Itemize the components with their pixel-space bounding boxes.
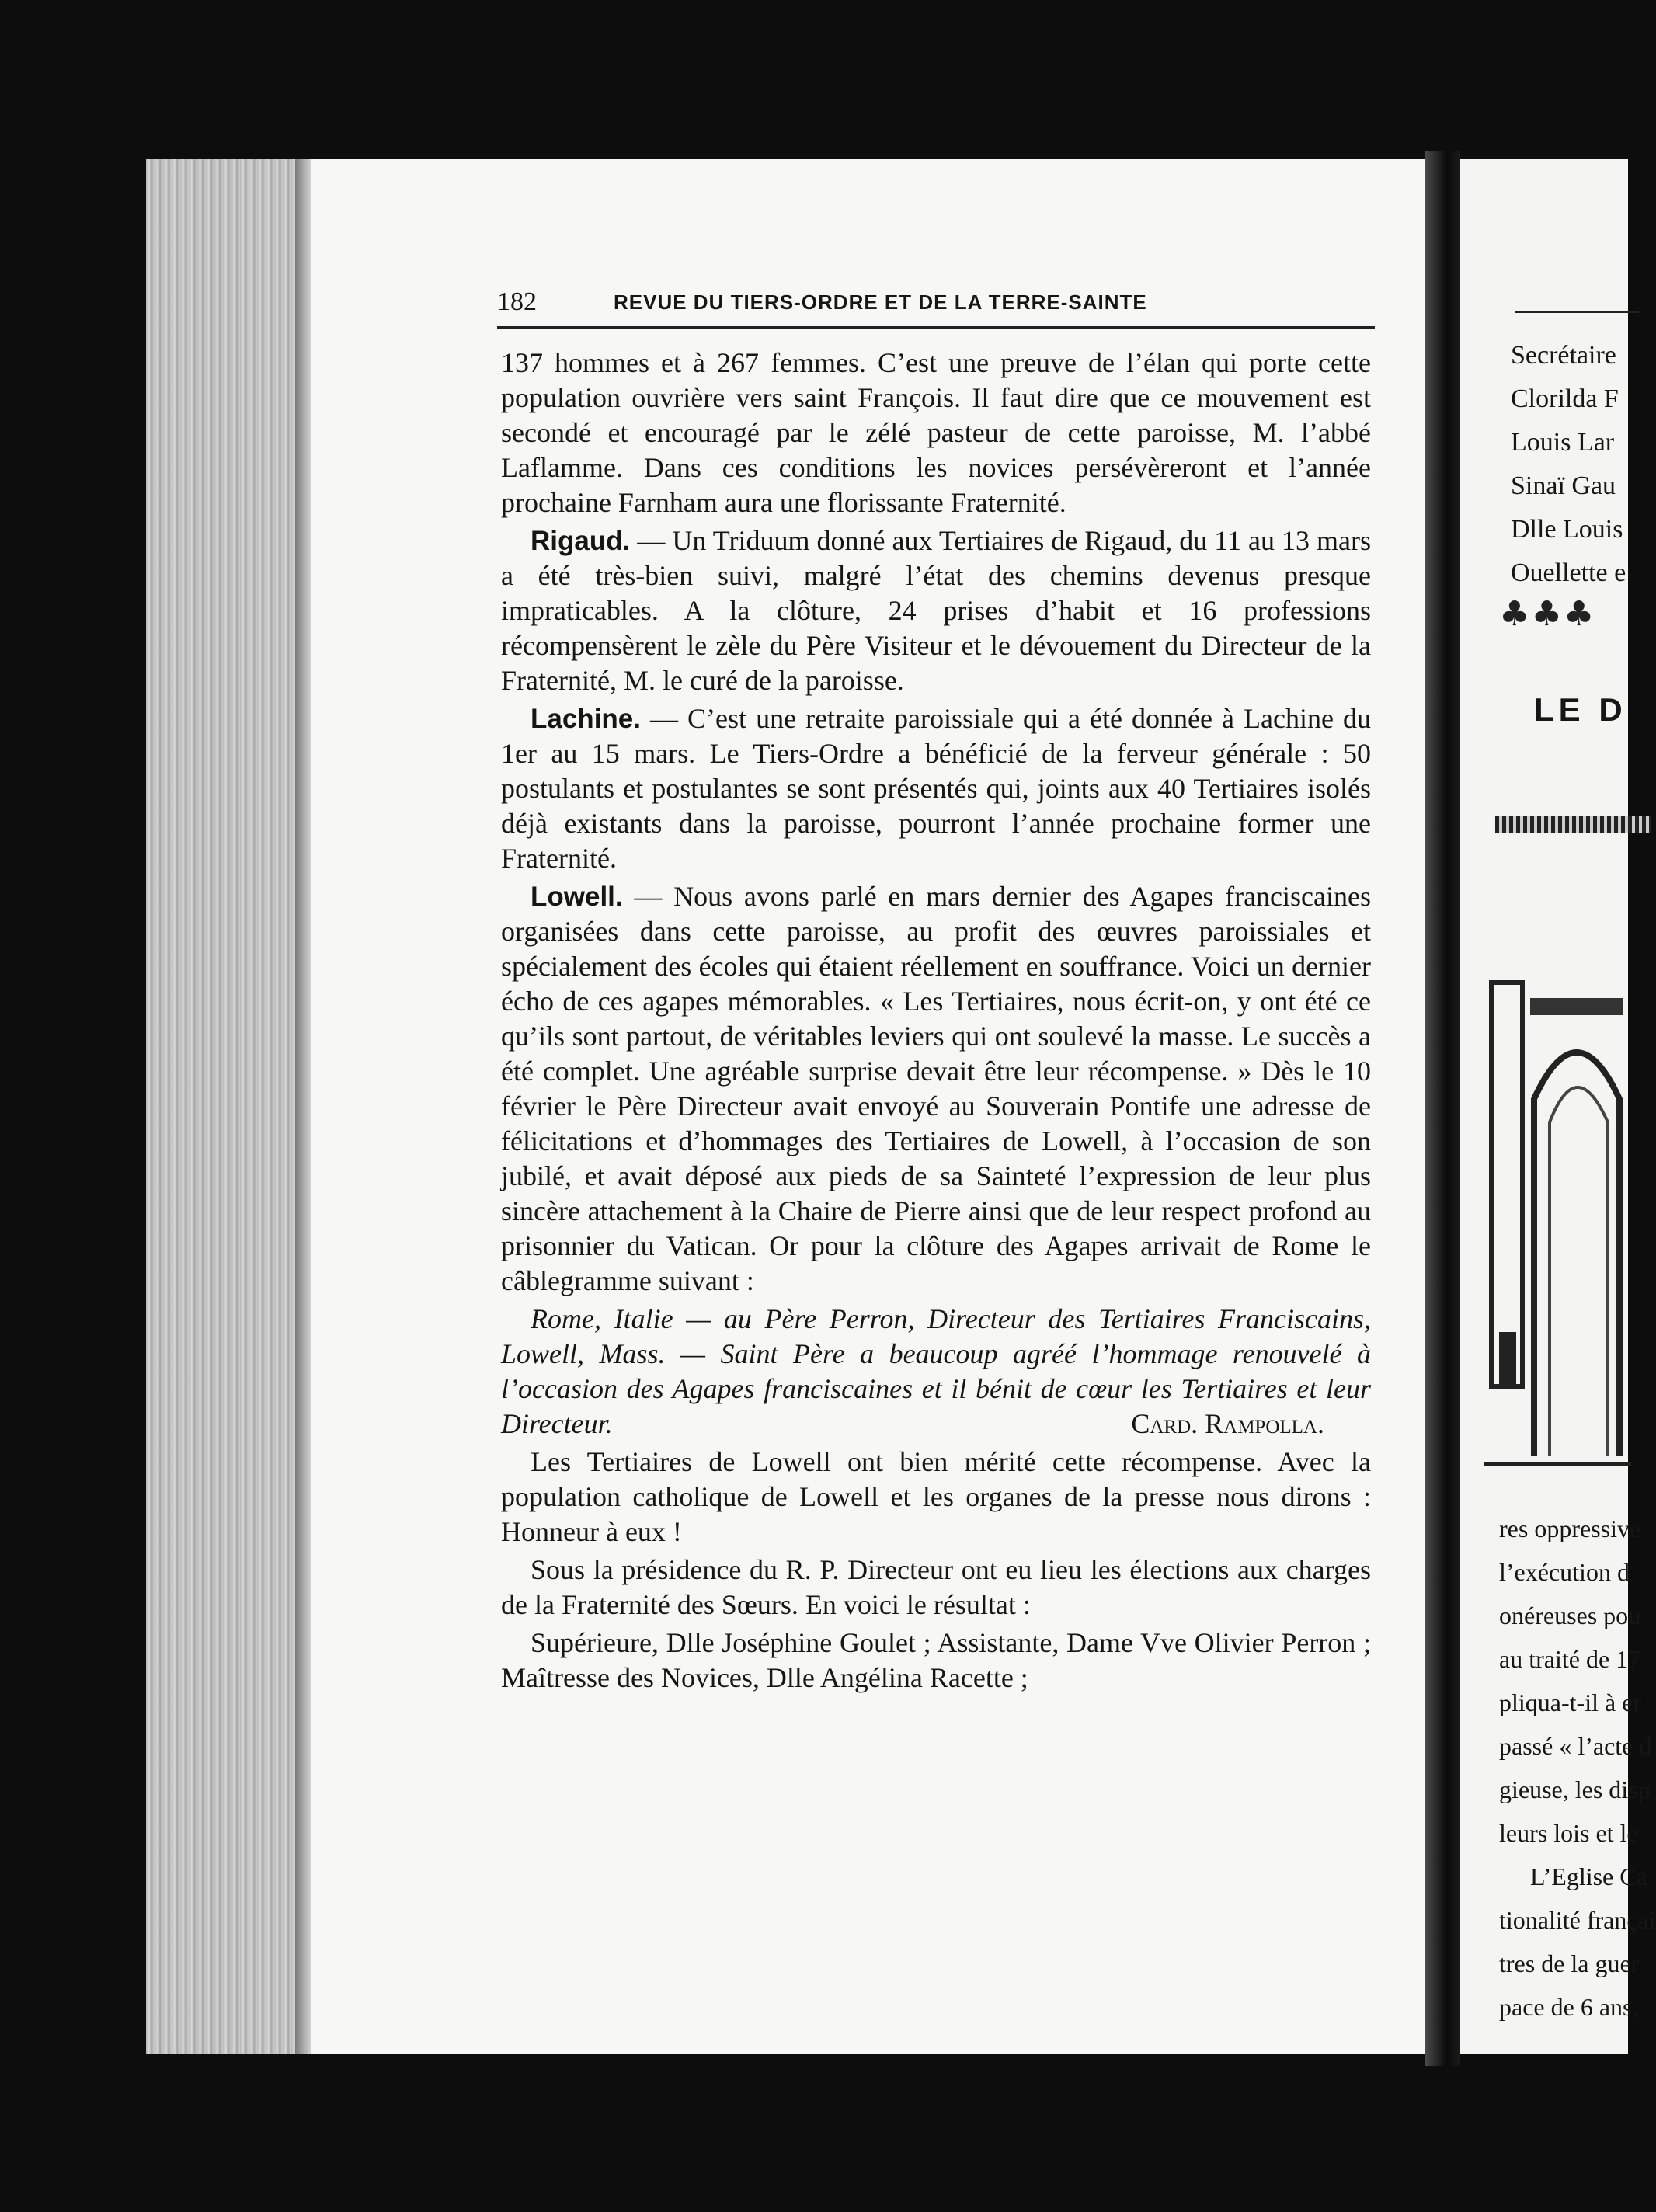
- ornament-icon: ♣♣♣: [1499, 594, 1596, 634]
- lachine-text: — C’est une retraite paroissiale qui a été donnée à Lachine du 1er au 15 mars. Le Tiers-Ordre a bénéficié de la ferveur générale : 50 postulants et postulantes se sont présentés qui, joints aux 40 Tertiaires isolés déjà existants dans la paroisse, pourront l’année prochaine former une Fraternité.: [501, 703, 1371, 874]
- body-text: [501, 346, 1371, 1699]
- right-page-title: LE D: [1534, 691, 1627, 728]
- right-top-line: Dlle Louis: [1511, 515, 1623, 544]
- right-bottom-line: pliqua-t-il à er: [1499, 1689, 1642, 1716]
- right-page: [1460, 159, 1656, 2054]
- right-top-line: Ouellette e: [1511, 558, 1626, 587]
- right-bottom-line: onéreuses pou: [1499, 1602, 1641, 1629]
- rigaud-text: — Un Triduum donné aux Tertiaires de Rigaud, du 11 au 13 mars a été très-bien suivi, malgré l’état des chemins devenus presque impraticables. A la clôture, 24 prises d’habit et 16 professions récompensèrent le zèle du Père Visiteur et le dévouement du Directeur de la Fraternité, M. le curé de la paroisse.: [501, 525, 1371, 696]
- right-page-bottom-lines: [1499, 1507, 1656, 2029]
- right-top-line: Secrétaire: [1511, 341, 1616, 370]
- signature: Card. Rampolla.: [1131, 1408, 1324, 1439]
- paragraph-lachine: [501, 701, 1371, 876]
- right-top-line: Clorilda F: [1511, 384, 1619, 413]
- right-bottom-line: gieuse, les disp: [1499, 1776, 1651, 1803]
- right-page-rule: [1515, 311, 1639, 313]
- right-bottom-line: tres de la guer: [1499, 1949, 1640, 1977]
- running-title: REVUE DU TIERS-ORDRE ET DE LA TERRE-SAINTE: [614, 290, 1147, 314]
- left-page: [311, 159, 1425, 2054]
- right-bottom-line: pace de 6 ans,: [1499, 1993, 1639, 2021]
- right-top-line: Louis Lar: [1511, 428, 1615, 457]
- book-gutter: [1425, 151, 1460, 2066]
- paragraph-elections: Sous la présidence du R. P. Directeur ont eu lieu les élections aux charges de la Fraternité des Sœurs. En voici le résultat :: [501, 1554, 1371, 1620]
- paragraph-results: Supérieure, Dlle Joséphine Goulet ; Assistante, Dame Vve Olivier Perron ; Maîtresse des Novices, Dlle Angélina Racette ;: [501, 1627, 1371, 1693]
- paragraph-rigaud: [501, 523, 1371, 698]
- gothic-arch-illustration: [1484, 975, 1631, 1472]
- telegram-text: Rome, Italie — au Père Perron, Directeur des Tertiaires Franciscains, Lowell, Mass. — Saint Père a beaucoup agréé l’hommage renouvelé à l’occasion des Agapes franciscaines et il bénit de cœur les Tertiaires et leur Directeur.: [501, 1303, 1371, 1439]
- running-head: [497, 287, 1375, 329]
- right-page-top-lines: [1511, 334, 1626, 595]
- right-bottom-line: passé « l’acte d: [1499, 1732, 1652, 1760]
- lowell-text: — Nous avons parlé en mars dernier des Agapes franciscaines organisées dans cette paroisse, au profit des œuvres paroissiales et spécialement des écoles qui étaient réellement en souffrance. Voici un dernier écho de ces agapes mémorables. « Les Tertiaires, nous écrit-on, y ont été ce qu’ils sont partout, de véritables leviers qui ont soulevé la masse. Le succès a été complet. Une agréable surprise devait être leur récompense. » Dès le 10 février le Père Directeur avait envoyé au Souverain Pontife une adresse de félicitations et d’hommages des Tertiaires de Lowell, à l’occasion de son jubilé, et avait déposé aux pieds de sa Sainteté l’expression de leur plus sincère attachement à la Chaire de Pierre ainsi que de leur respect profond au prisonnier du Vatican. Or pour la clôture des Agapes arrivait de Rome le câblegramme suivant :: [501, 881, 1371, 1296]
- right-bottom-line: l’exécution d: [1499, 1558, 1630, 1586]
- paragraph-farnham: 137 hommes et à 267 femmes. C’est une preuve de l’élan qui porte cette population ouvrière vers saint François. Il faut dire que ce mouvement est secondé et encouragé par le zélé pasteur de cette paroisse, M. l’abbé Laflamme. Dans ces conditions les novices persévèreront et l’année prochaine Farnham aura une florissante Fraternité.: [501, 347, 1371, 518]
- place-heading-lowell: Lowell.: [531, 882, 623, 912]
- decorative-band: [1495, 816, 1651, 833]
- right-top-line: Sinaï Gau: [1511, 471, 1616, 500]
- right-bottom-line: res oppressive: [1499, 1515, 1641, 1542]
- right-bottom-line: tionalité françai: [1499, 1906, 1656, 1934]
- paragraph-merit: Les Tertiaires de Lowell ont bien mérité cette récompense. Avec la population catholique de Lowell et les organes de la presse nous dirons : Honneur à eux !: [501, 1446, 1371, 1547]
- paragraph-lowell: [501, 879, 1371, 1299]
- place-heading-rigaud: Rigaud.: [531, 526, 631, 556]
- right-bottom-line: L’Eglise Ca: [1530, 1862, 1647, 1890]
- telegram-quote: [501, 1302, 1371, 1442]
- page-number: 182: [497, 287, 537, 316]
- book-page-edges: [146, 159, 313, 2054]
- right-bottom-line: au traité de 17: [1499, 1645, 1641, 1673]
- right-bottom-line: leurs lois et le: [1499, 1819, 1638, 1847]
- place-heading-lachine: Lachine.: [531, 704, 641, 734]
